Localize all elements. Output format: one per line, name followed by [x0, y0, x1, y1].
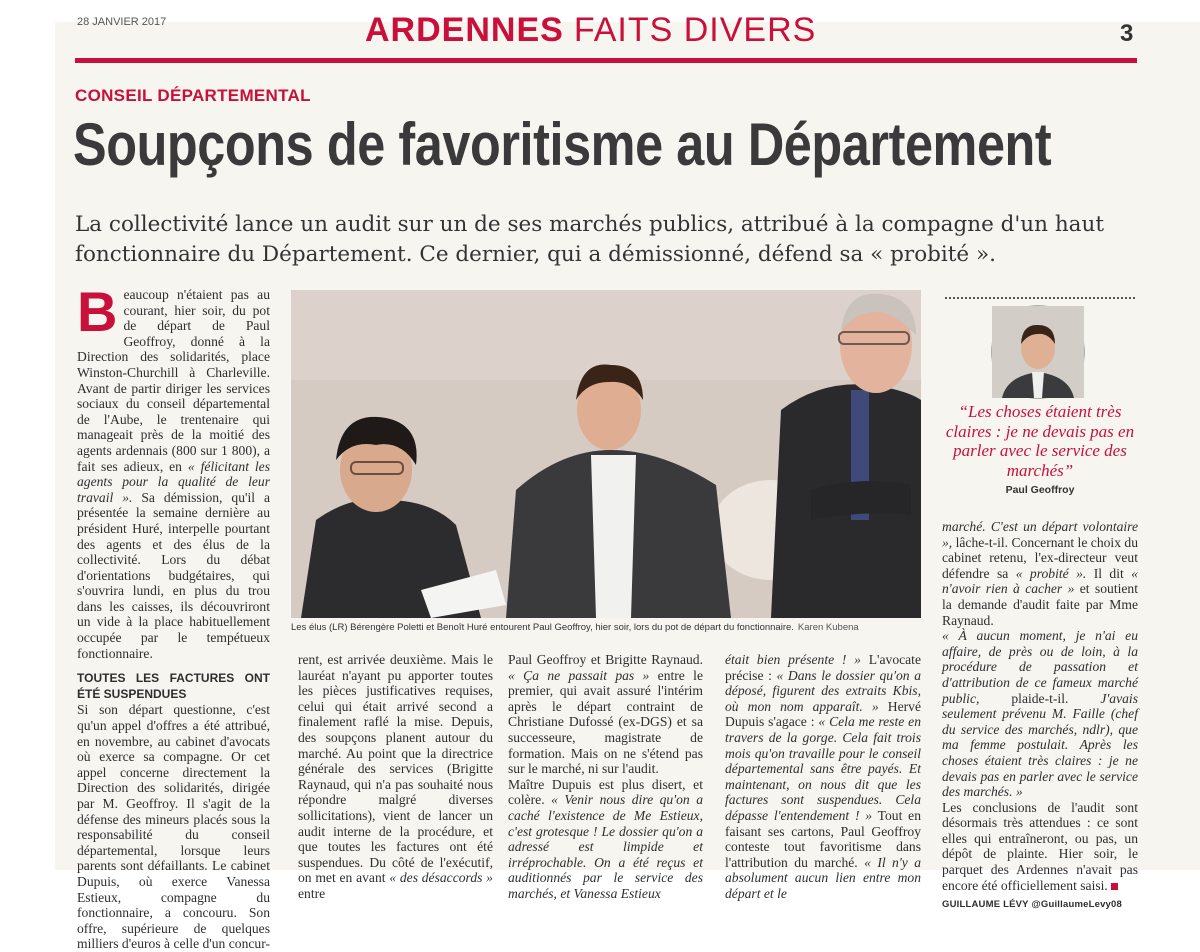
paragraph: [725, 652, 921, 902]
text: Les conclusions de l'audit sont désormais très attendues : ce sont elles qui entraîneront, ou pas, un dépôt de plainte. Hier soir, le parquet des Ardennes n'avait pas encore été officiellement saisi.: [942, 799, 1138, 893]
photo-illustration: [291, 290, 921, 618]
article-column-4: [725, 652, 921, 902]
quote-text: « Cela me reste en travers de la gorge. Cela fait trois mois qu'on travaille pour le conseil départemental sans être payés. Et maintenant, on nous dit que les factures sont suspendues. Cela dépasse l'entendement ! »: [725, 714, 921, 823]
quote-text: « Il n'y a absolument aucun lien entre mon départ et le: [725, 854, 921, 901]
quote-text: était bien présente ! »: [725, 652, 861, 667]
article-kicker: CONSEIL DÉPARTEMENTAL: [75, 86, 311, 105]
text: entre: [298, 885, 326, 901]
article-lede: La collectivité lance un audit sur un de ses marchés publics, attribué à la compagne d'un haut fonctionnaire du Département. Ce dernier, qui a démissionné, défend sa « probité ».: [75, 212, 1104, 267]
quote-text: « des désaccords »: [389, 870, 493, 886]
quote-text: J'avais seulement prévenu M. Faille (chef du service des marchés, ndlr), que ma femme postulait. Après les choses étaient très claires : je ne devais pas en parler avec le service des marchés. »: [942, 690, 1138, 800]
text: Il dit: [1093, 565, 1124, 581]
text: L'avocate précise :: [725, 652, 921, 683]
paragraph: [942, 628, 1138, 800]
paragraph: [77, 280, 271, 661]
article-subhead: TOUTES LES FACTURES ONT ÉTÉ SUSPENDUES: [77, 671, 270, 701]
paragraph: [298, 652, 493, 902]
text: lâche-t-il. Concernant le choix du cabinet retenu, l'ex-directeur veut défendre sa: [942, 534, 1138, 581]
article-photo: [291, 290, 921, 618]
end-mark: [1111, 883, 1118, 890]
text: et soutient la demande d'audit faite par Mme Raynaud.: [942, 581, 1138, 628]
newspaper-page: [55, 11, 1200, 952]
article-headline: Soupçons de favoritisme au Département: [73, 111, 1052, 178]
quote-text: « Venir nous dire qu'on a caché l'existence de Me Estieux, c'est grotesque ! Le dossier qu'on a adressé est limpide et irréprochable. On a été reçus et auditionnés par le service des marchés, et Vanessa Estieux: [508, 792, 703, 901]
text: entre le premier, qui avait assuré l'intérim après le départ contraint de Christiane Dufossé (ex-DGS) et sa successeure, magistrate de formation. Mais on ne s'étend pas sur le marché, ni sur l'audit.: [508, 667, 703, 777]
issue-date: 28 JANVIER 2017: [77, 16, 167, 28]
article-column-3: [508, 652, 703, 902]
quote-text: « n'avoir rien à cacher »: [942, 565, 1138, 597]
section-name: ARDENNES: [365, 11, 564, 49]
article-column-1: [77, 280, 271, 952]
text: plaide-t-il.: [1011, 690, 1069, 706]
quote-text: « Ça ne passait pas »: [508, 667, 650, 683]
text: Tout en faisant ses cartons, Paul Geoffroy conteste tout favoritisme dans l'attribution du marché.: [725, 807, 921, 870]
paragraph: [508, 777, 703, 902]
pull-quote-author: Paul Geoffroy: [1005, 484, 1075, 496]
subsection-name: FAITS DIVERS: [573, 11, 817, 49]
paragraph: [942, 519, 1138, 628]
text: Paul Geoffroy et Brigitte Raynaud.: [508, 652, 703, 667]
photo-caption: [291, 622, 921, 633]
portrait-photo: [991, 305, 1085, 399]
text: rent, est arrivée deuxième. Mais le lauréat n'ayant pu apporter toutes les pièces justificatives requises, celui qui était arrivé second a finalement raflé la mise. Depuis, des soupçons planent autour du marché. Au point que la directrice générale des services (Brigitte Raynaud, qui n'a pas souhaité nous répondre malgré diverses sollicitations), vient de lancer un audit interne de la procédure, et que toutes les factures ont été suspendues. Du côté de l'exécutif, on met en avant: [298, 652, 493, 886]
quote-text: « À aucun moment, je n'ai eu affaire, de près ou de loin, à la procédure de passation et d'attribution de ce fameux marché public,: [942, 628, 1138, 706]
photo-credit: Karen Kubena: [797, 622, 859, 633]
article-column-2: [298, 652, 493, 902]
quote-text: « félicitant les agents pour la qualité de leur travail ».: [77, 458, 270, 505]
quote-text: « probité ».: [1015, 565, 1087, 581]
page-number: 3: [1120, 20, 1134, 47]
text: Maître Dupuis est plus disert, et colère.: [508, 776, 703, 808]
paragraph: Si son départ questionne, c'est qu'un appel d'offres a été attribué, en novembre, au cabinet d'avocats où exerce sa compagne. Or cet appel concerne directement la Direction des solidarités, dirigée par M. Geoffroy. Il s'agit de la défense des mineurs placés sous la responsabilité du conseil départemental, lorsque leurs parents sont défaillants. Le cabinet Dupuis, où exerce Vanessa Estieux, compagne du fonctionnaire, a concouru. Son offre, supérieure de quelques milliers d'euros à celle d'un concur-: [77, 702, 270, 952]
paragraph: [508, 652, 703, 777]
header-rule: [75, 58, 1137, 63]
portrait-illustration: [992, 306, 1084, 398]
quote-text: « Dans le dossier qu'on a déposé, figurent des extraits Kbis, où mon nom apparaît. »: [725, 667, 921, 714]
paragraph: [942, 800, 1138, 894]
text: Hervé Dupuis s'agace :: [725, 698, 921, 730]
quote-text: marché. C'est un départ volontaire »,: [942, 519, 1138, 550]
author-signature: GUILLAUME LÉVY @GuillaumeLevy08: [942, 899, 1122, 911]
drop-cap: B: [77, 280, 118, 343]
article-column-5: [942, 519, 1138, 913]
caption-text: Les élus (LR) Bérengère Poletti et Benoît Huré entourent Paul Geoffroy, hier soir, lors du pot de départ du fonctionnaire.: [291, 622, 794, 633]
text: eaucoup n'étaient pas au courant, hier soir, du pot de départ de Paul Geoffroy, donné à la Direction des solidarités, place Winston-Churchill à Charleville. Avant de partir diriger les services sociaux du conseil départemental de l'Aube, le trentenaire qui manageait près de la moitié des agents ardennais (800 sur 1 800), a fait ses adieux, en: [77, 287, 270, 474]
section-header: [365, 12, 885, 48]
pull-quote: “Les choses étaient très claires : je ne devais pas en parler avec le service des marchés”: [945, 402, 1135, 480]
sidebar-dotted-rule: [945, 297, 1135, 299]
text: Sa démission, qu'il a présentée la semaine dernière au président Huré, interpelle pourtant des agents et des élus de la collectivité. Lors du débat d'orientations budgétaires, qui s'ouvrira lundi, en plus du trou dans les caisses, ils découvriront un vide à la place habituellement occupée par le tempétueux fonctionnaire.: [77, 489, 271, 661]
